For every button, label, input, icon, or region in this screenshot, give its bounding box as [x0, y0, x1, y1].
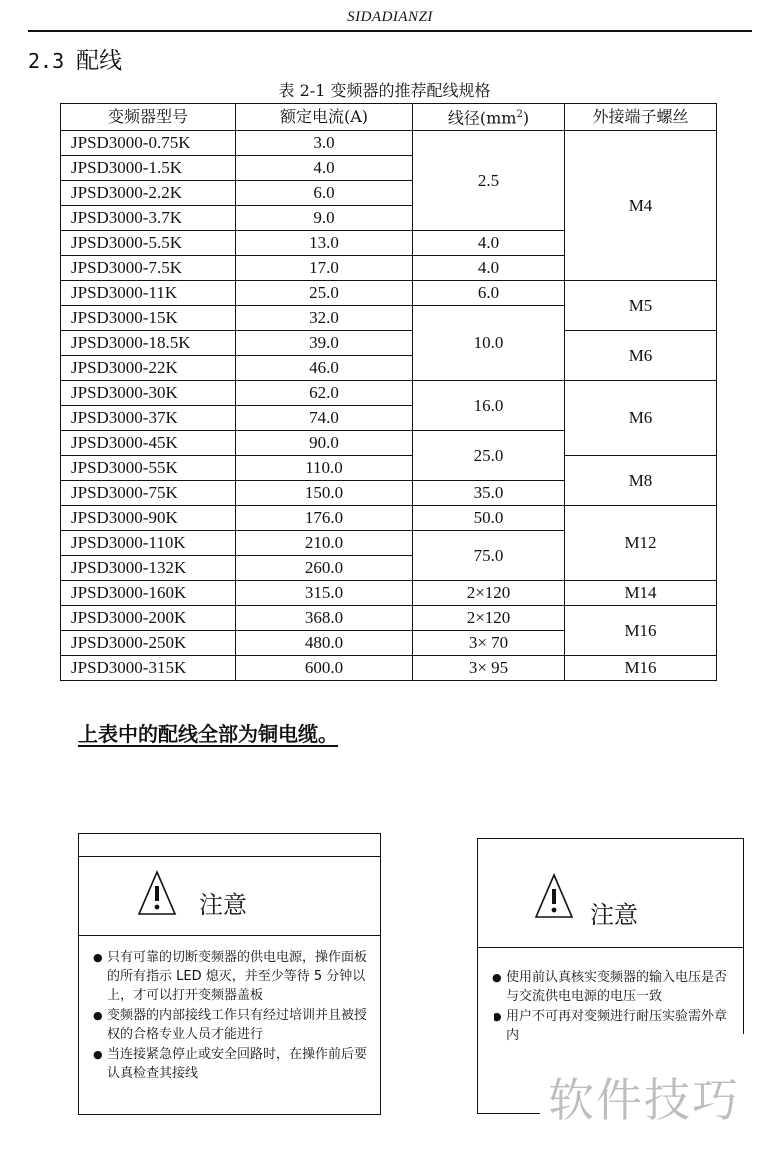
- wiring-spec-table: [60, 103, 717, 681]
- warning-triangle-icon: [137, 869, 177, 917]
- terminal-cell: M6: [565, 331, 717, 381]
- table-header-row: [61, 104, 717, 131]
- terminal-cell: M16: [565, 656, 717, 681]
- caution-item: ● 变频器的内部接线工作只有经过培训并且被授权的合格专业人员才能进行: [95, 1006, 370, 1044]
- wire-cell: 35.0: [413, 481, 565, 506]
- wire-cell: 4.0: [413, 256, 565, 281]
- model-cell: JPSD3000-200K: [61, 606, 236, 631]
- model-cell: JPSD3000-11K: [61, 281, 236, 306]
- model-cell: JPSD3000-250K: [61, 631, 236, 656]
- model-cell: JPSD3000-75K: [61, 481, 236, 506]
- wire-cell: 2.5: [413, 131, 565, 231]
- table-row: [61, 456, 717, 481]
- table-row: [61, 281, 717, 306]
- model-cell: JPSD3000-3.7K: [61, 206, 236, 231]
- table-row: [61, 506, 717, 531]
- caution-box-left: [78, 833, 381, 1115]
- wire-cell: 3× 95: [413, 656, 565, 681]
- terminal-cell: M12: [565, 506, 717, 581]
- wire-cell: 6.0: [413, 281, 565, 306]
- page-header: [28, 6, 752, 32]
- table-row: [61, 331, 717, 356]
- model-cell: JPSD3000-160K: [61, 581, 236, 606]
- header-current: 额定电流(A): [236, 104, 413, 131]
- current-cell: 176.0: [236, 506, 413, 531]
- current-cell: 32.0: [236, 306, 413, 331]
- current-cell: 480.0: [236, 631, 413, 656]
- caution-title: 注意: [590, 901, 638, 929]
- terminal-cell: M8: [565, 456, 717, 506]
- warning-triangle-icon: [534, 872, 574, 920]
- current-cell: 6.0: [236, 181, 413, 206]
- terminal-cell: M16: [565, 606, 717, 656]
- wire-cell: 50.0: [413, 506, 565, 531]
- model-cell: JPSD3000-55K: [61, 456, 236, 481]
- model-cell: JPSD3000-315K: [61, 656, 236, 681]
- current-cell: 25.0: [236, 281, 413, 306]
- current-cell: 4.0: [236, 156, 413, 181]
- model-cell: JPSD3000-5.5K: [61, 231, 236, 256]
- table-row: [61, 131, 717, 156]
- caution-item: ● 使用前认真核实变频器的输入电压是否与交流供电电源的电压一致: [494, 968, 733, 1006]
- section-number: 2.3: [28, 49, 65, 73]
- current-cell: 210.0: [236, 531, 413, 556]
- wire-cell: 4.0: [413, 231, 565, 256]
- current-cell: 74.0: [236, 406, 413, 431]
- wire-cell: 16.0: [413, 381, 565, 431]
- section-title: 配线: [76, 48, 123, 74]
- header-terminal: 外接端子螺丝: [565, 104, 717, 131]
- table-caption: 表 2-1 变频器的推荐配线规格: [278, 81, 491, 100]
- current-cell: 150.0: [236, 481, 413, 506]
- current-cell: 13.0: [236, 231, 413, 256]
- model-cell: JPSD3000-1.5K: [61, 156, 236, 181]
- wire-cell: 75.0: [413, 531, 565, 581]
- watermark-text: 软件技巧: [548, 1073, 740, 1127]
- model-cell: JPSD3000-0.75K: [61, 131, 236, 156]
- current-cell: 368.0: [236, 606, 413, 631]
- current-cell: 39.0: [236, 331, 413, 356]
- terminal-cell: M6: [565, 381, 717, 456]
- current-cell: 17.0: [236, 256, 413, 281]
- table-row: [61, 381, 717, 406]
- caution-header: [79, 857, 380, 936]
- caution-list: [79, 936, 380, 1083]
- model-cell: JPSD3000-7.5K: [61, 256, 236, 281]
- current-cell: 110.0: [236, 456, 413, 481]
- table-row: [61, 606, 717, 631]
- model-cell: JPSD3000-37K: [61, 406, 236, 431]
- wire-cell: 2×120: [413, 606, 565, 631]
- brand-name: SIDADIANZI: [347, 9, 433, 25]
- model-cell: JPSD3000-45K: [61, 431, 236, 456]
- caution-header: [478, 839, 743, 948]
- model-cell: JPSD3000-110K: [61, 531, 236, 556]
- current-cell: 46.0: [236, 356, 413, 381]
- current-cell: 315.0: [236, 581, 413, 606]
- terminal-cell: M5: [565, 281, 717, 331]
- caution-title: 注意: [199, 891, 247, 919]
- model-cell: JPSD3000-18.5K: [61, 331, 236, 356]
- section-heading: [28, 42, 122, 75]
- model-cell: JPSD3000-90K: [61, 506, 236, 531]
- header-model: 变频器型号: [61, 104, 236, 131]
- wire-cell: 2×120: [413, 581, 565, 606]
- terminal-cell: M4: [565, 131, 717, 281]
- model-cell: JPSD3000-2.2K: [61, 181, 236, 206]
- wire-cell: 3× 70: [413, 631, 565, 656]
- model-cell: JPSD3000-22K: [61, 356, 236, 381]
- caution-top-strip: [79, 834, 380, 857]
- current-cell: 9.0: [236, 206, 413, 231]
- wire-cell: 10.0: [413, 306, 565, 381]
- table-row: [61, 581, 717, 606]
- current-cell: 600.0: [236, 656, 413, 681]
- current-cell: 260.0: [236, 556, 413, 581]
- caution-item: ● 当连接紧急停止或安全回路时，在操作前后要认真检查其接线: [95, 1045, 370, 1083]
- model-cell: JPSD3000-15K: [61, 306, 236, 331]
- copper-cable-note: 上表中的配线全部为铜电缆。: [78, 722, 338, 746]
- model-cell: JPSD3000-132K: [61, 556, 236, 581]
- model-cell: JPSD3000-30K: [61, 381, 236, 406]
- terminal-cell: M14: [565, 581, 717, 606]
- header-wire: 线径$(mm^2)$: [413, 104, 565, 131]
- watermark: [540, 1034, 769, 1152]
- wire-cell: 25.0: [413, 431, 565, 481]
- caution-item: ● 只有可靠的切断变频器的供电电源，操作面板的所有指示 LED 熄灭，并至少等待 5 分钟以上，才可以打开变频器盖板: [95, 948, 370, 1005]
- current-cell: 90.0: [236, 431, 413, 456]
- current-cell: 3.0: [236, 131, 413, 156]
- current-cell: 62.0: [236, 381, 413, 406]
- caution-item: ● 用户不可再对变频进行耐压实验需外章内: [494, 1007, 733, 1067]
- table-row: [61, 656, 717, 681]
